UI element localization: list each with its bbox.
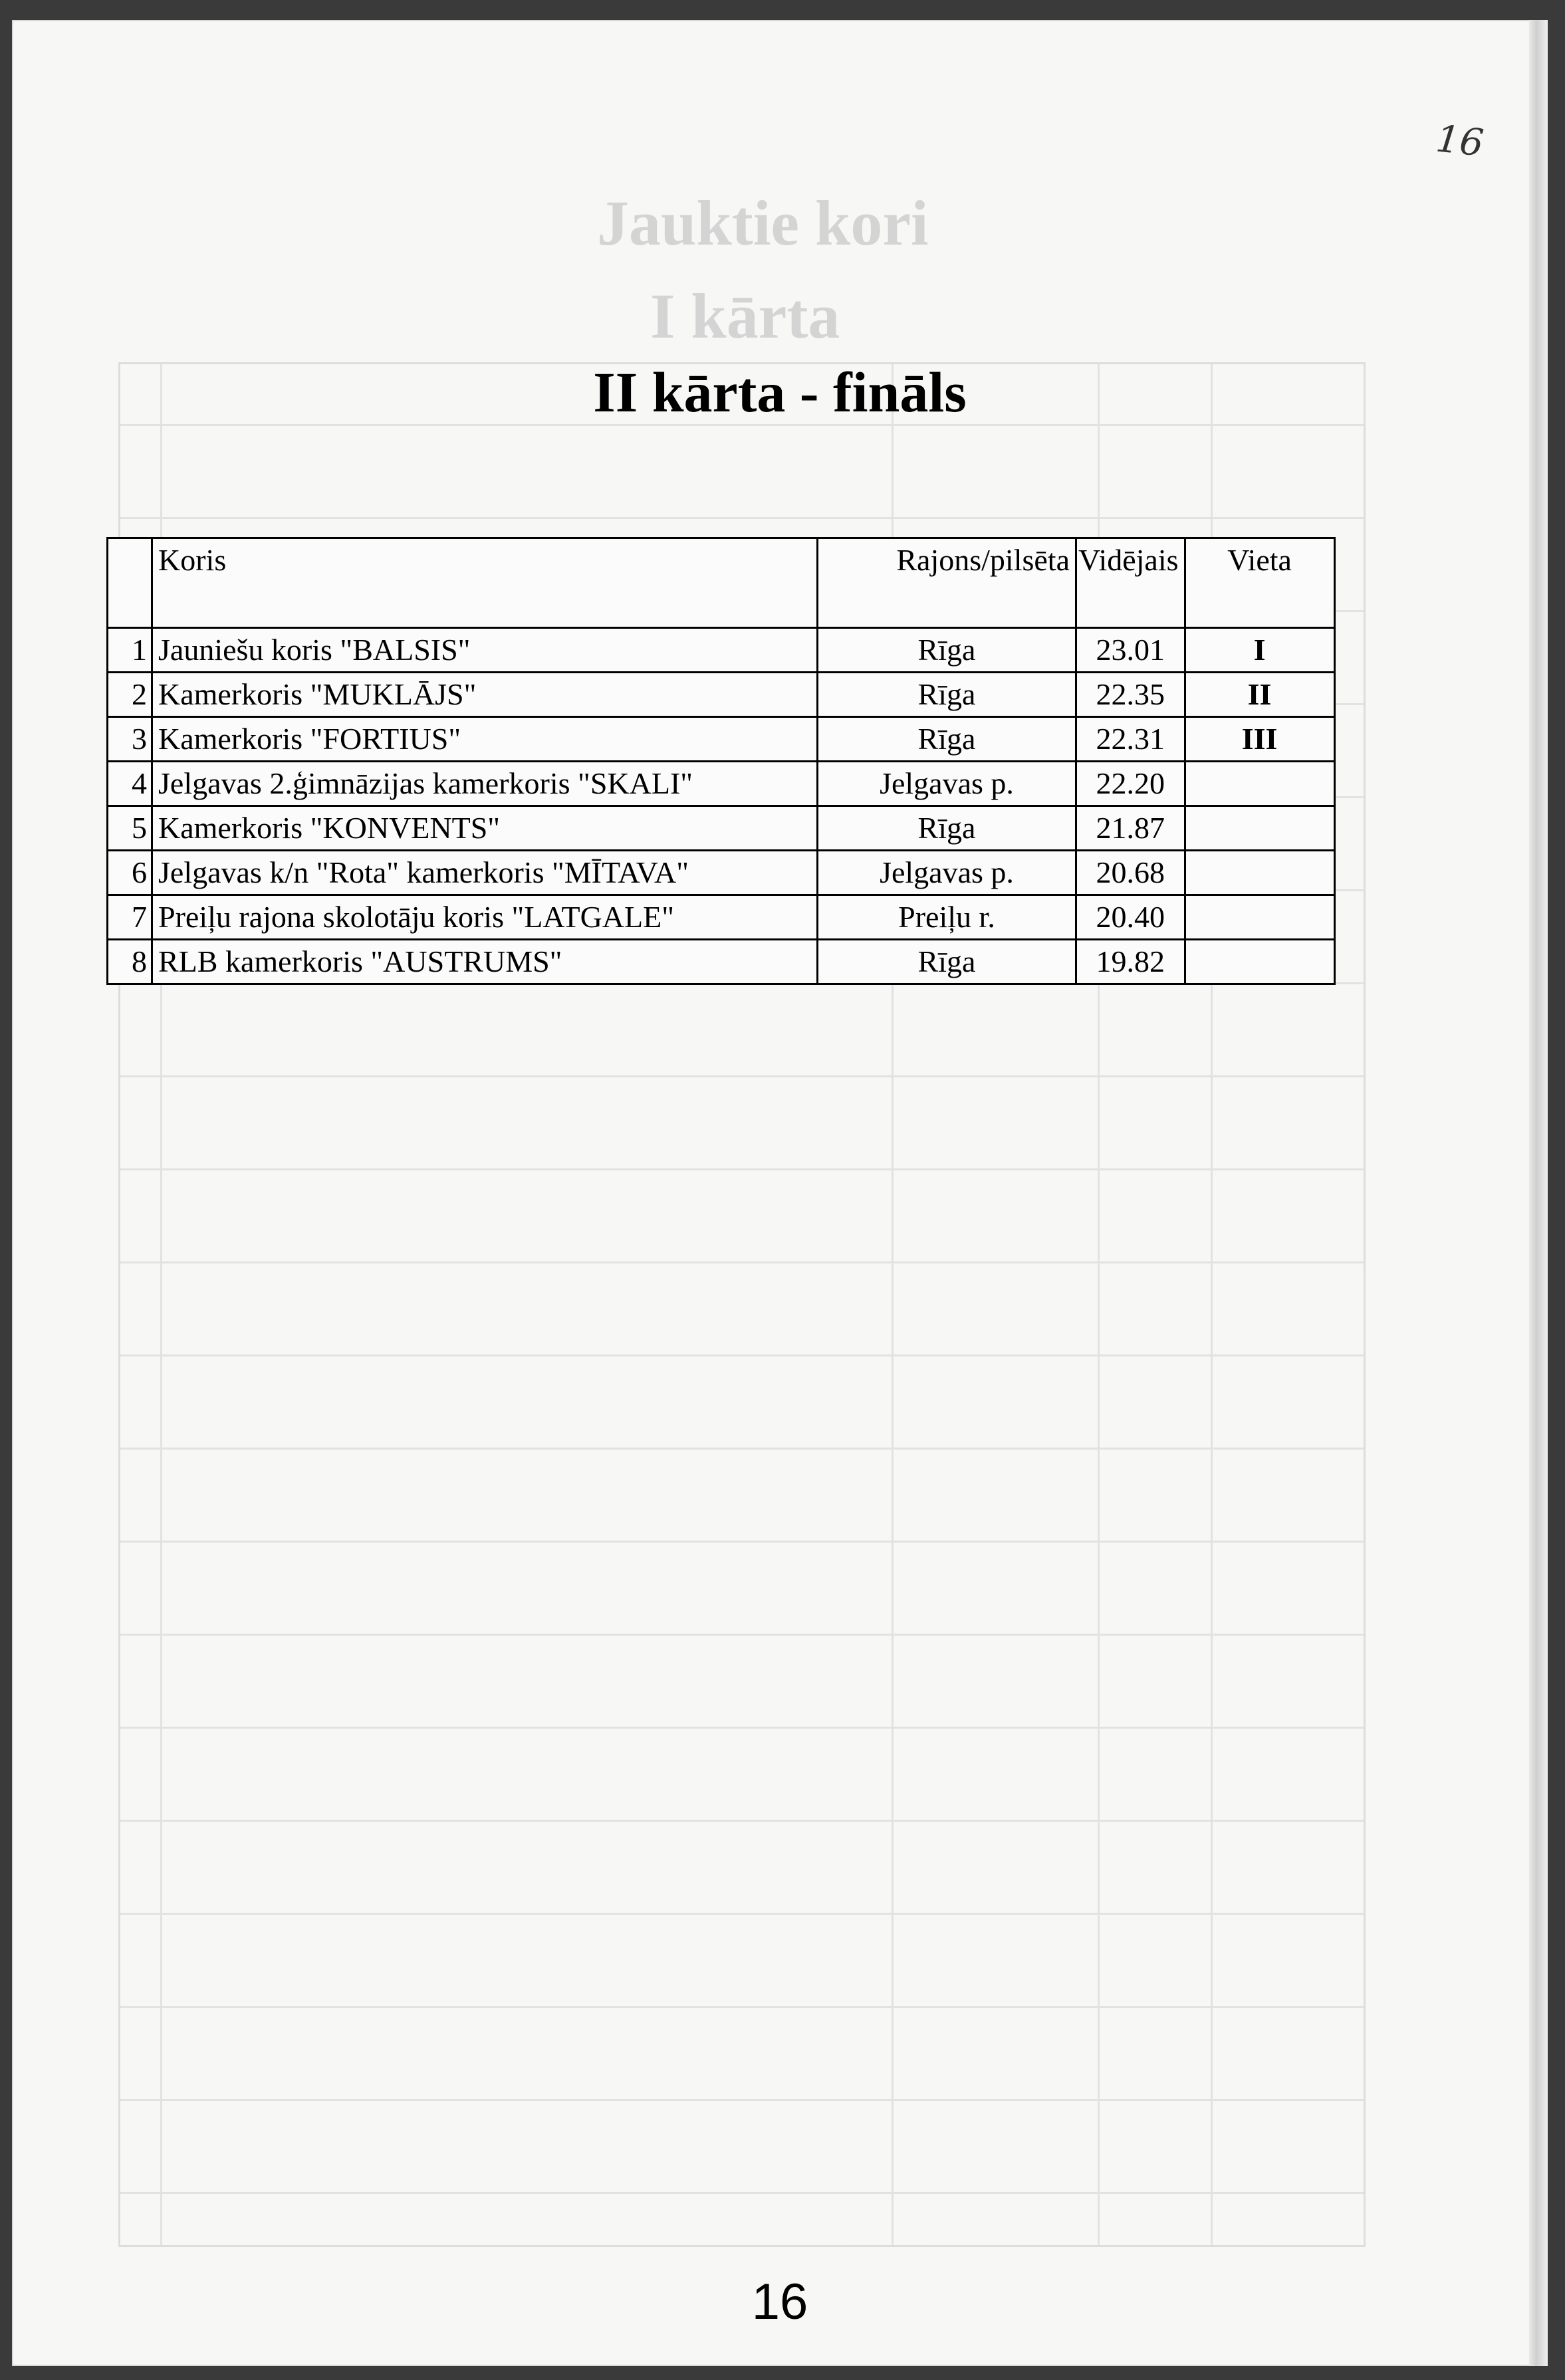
choir-city: Rīga <box>818 806 1076 851</box>
table-row <box>108 895 1335 940</box>
page-title: II kārta - fināls <box>593 360 967 424</box>
table-row <box>108 717 1335 762</box>
row-number: 3 <box>108 717 152 762</box>
place: I <box>1185 628 1334 673</box>
row-number: 8 <box>108 940 152 984</box>
header-videjais: Vidējais <box>1076 538 1185 628</box>
choir-city: Rīga <box>818 673 1076 717</box>
place: III <box>1185 717 1334 762</box>
average-score: 21.87 <box>1076 806 1185 851</box>
row-number: 2 <box>108 673 152 717</box>
scanned-page <box>12 20 1548 2366</box>
average-score: 22.35 <box>1076 673 1185 717</box>
row-number: 7 <box>108 895 152 940</box>
place <box>1185 895 1334 940</box>
choir-city: Jelgavas p. <box>818 851 1076 895</box>
choir-name: RLB kamerkoris "AUSTRUMS" <box>152 940 818 984</box>
choir-name: Jauniešu koris "BALSIS" <box>152 628 818 673</box>
header-koris: Koris <box>152 538 818 628</box>
choir-city: Rīga <box>818 628 1076 673</box>
page-number: 16 <box>751 2274 808 2330</box>
results-table <box>106 537 1336 985</box>
place <box>1185 940 1334 984</box>
average-score: 22.31 <box>1076 717 1185 762</box>
average-score: 20.68 <box>1076 851 1185 895</box>
table-header-row <box>108 538 1335 628</box>
choir-city: Rīga <box>818 940 1076 984</box>
place: II <box>1185 673 1334 717</box>
row-number: 1 <box>108 628 152 673</box>
average-score: 22.20 <box>1076 762 1185 806</box>
table-row <box>108 806 1335 851</box>
bleed-through-subtitle: I kārta <box>650 280 840 352</box>
table-row <box>108 851 1335 895</box>
header-rajons: Rajons/pilsēta <box>818 538 1076 628</box>
handwritten-page-annotation: 16 <box>1433 117 1486 165</box>
average-score: 20.40 <box>1076 895 1185 940</box>
choir-city: Preiļu r. <box>818 895 1076 940</box>
place <box>1185 762 1334 806</box>
place <box>1185 851 1334 895</box>
choir-name: Preiļu rajona skolotāju koris "LATGALE" <box>152 895 818 940</box>
table-row <box>108 940 1335 984</box>
choir-name: Kamerkoris "KONVENTS" <box>152 806 818 851</box>
choir-city: Jelgavas p. <box>818 762 1076 806</box>
table-row <box>108 762 1335 806</box>
choir-name: Kamerkoris "MUKLĀJS" <box>152 673 818 717</box>
row-number: 6 <box>108 851 152 895</box>
choir-name: Jelgavas 2.ģimnāzijas kamerkoris "SKALI" <box>152 762 818 806</box>
place <box>1185 806 1334 851</box>
header-vieta: Vieta <box>1185 538 1334 628</box>
bleed-through-title: Jauktie kori <box>597 187 929 259</box>
choir-city: Rīga <box>818 717 1076 762</box>
row-number: 4 <box>108 762 152 806</box>
average-score: 23.01 <box>1076 628 1185 673</box>
table-row <box>108 673 1335 717</box>
table-row <box>108 628 1335 673</box>
average-score: 19.82 <box>1076 940 1185 984</box>
row-number: 5 <box>108 806 152 851</box>
header-number <box>108 538 152 628</box>
choir-name: Kamerkoris "FORTIUS" <box>152 717 818 762</box>
choir-name: Jelgavas k/n "Rota" kamerkoris "MĪTAVA" <box>152 851 818 895</box>
